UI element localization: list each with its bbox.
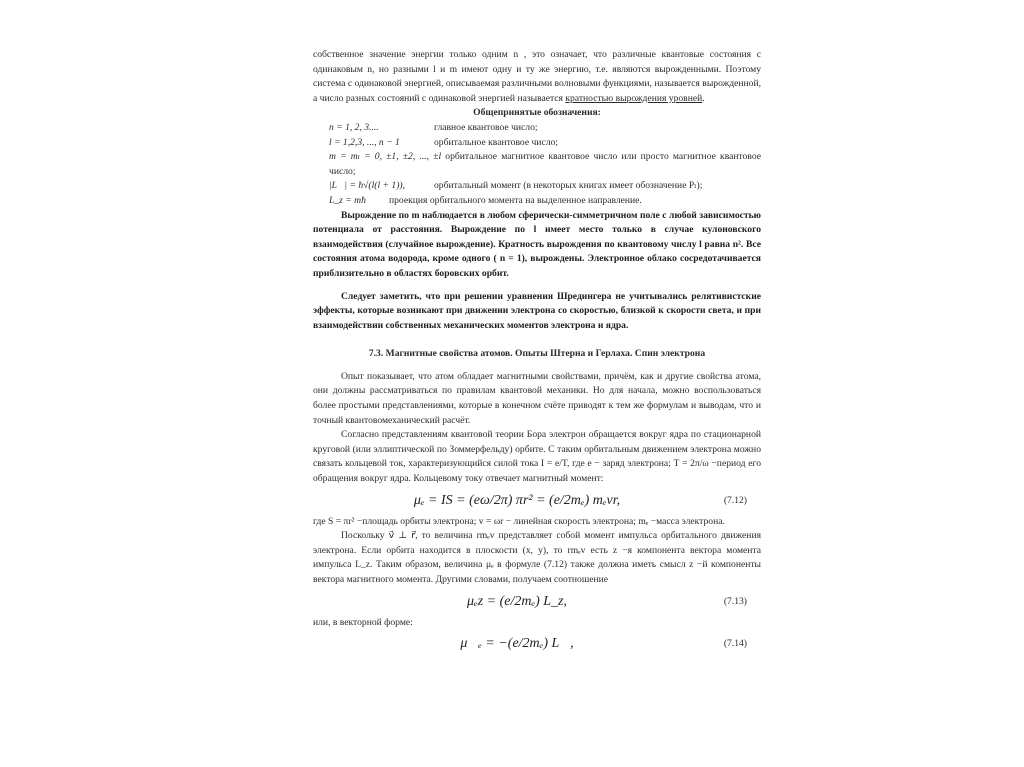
spacer — [313, 362, 761, 370]
equation-number: (7.13) — [723, 595, 747, 607]
equation-7-12 — [313, 489, 761, 513]
notation-text: орбитальное магнитное квантовое число или просто магнитное квантовое число; — [329, 151, 761, 177]
notation-symbol: L_z = mħ — [329, 194, 366, 206]
notation-symbol: l = 1,2,3, ..., n − 1 — [329, 136, 400, 148]
paragraph-end: . — [702, 92, 705, 104]
notation-symbol: |L⃗| = ħ√(l(l + 1)), — [329, 180, 405, 192]
equation-formula: μₑ = IS = (eω/2π) πr² = (e/2mₑ) mₑvr, — [413, 492, 621, 508]
notation-row — [313, 179, 761, 194]
equation-number: (7.14) — [723, 638, 747, 650]
paragraph-degeneracy — [313, 48, 761, 106]
equation-formula: μₑz = (e/2mₑ) L_z, — [466, 593, 568, 609]
equation-number: (7.12) — [723, 494, 747, 506]
notation-row — [313, 150, 761, 179]
notation-heading: Общепринятые обозначения: — [473, 107, 601, 119]
notation-text: орбитальный момент (в некоторых книгах имеет обозначение Pₗ); — [434, 180, 703, 192]
notation-symbol: n = 1, 2, 3.... — [329, 121, 379, 133]
notation-text: проекция орбитального момента на выделенное направление. — [389, 194, 642, 206]
notation-row — [313, 121, 761, 136]
equation-7-14 — [313, 632, 761, 656]
notation-text: главное квантовое число; — [434, 121, 538, 133]
notation-text: орбитальное квантовое число; — [434, 136, 558, 148]
notation-row — [313, 136, 761, 151]
spacer — [313, 333, 761, 347]
notation-row — [313, 194, 761, 209]
underlined-term: кратностью вырождения уровней — [565, 92, 703, 104]
paragraph-bohr-theory: Согласно представлениям квантовой теории Бора электрон обращается вокруг ядра по стационарной круговой (или эллиптической по Зоммерфельду) орбите. С таким орбитальным движением электрона можно связать кольцевой ток, характеризующийся силой тока I = e/T, где e − заряд электрона; T = 2π/ω −период его обращения вокруг ядра. Кольцевому току отвечает магнитный момент: — [313, 429, 761, 485]
bold-paragraph-relativistic: Следует заметить, что при решении уравнения Шредингера не учитывались релятивистские эффекты, которые возникают при движении электрона со скоростью, близкой к скорости света, и при взаимодействии собственных механических моментов электрона и ядра. — [313, 290, 761, 331]
document-page — [313, 48, 761, 658]
equation-7-13 — [313, 590, 761, 614]
bold-paragraph-degeneracy: Вырождение по m наблюдается в любом сферически-симметричном поле с любой зависимостью потенциала от расстояния. Вырождение по l имеет место только в случае кулоновского взаимодействия (случайное вырождение). Кратность вырождения по квантовому числу l равна n². Все состояния атома водорода, кроме одного ( n = 1), вырождены. Электронное облако сосредотачивается приблизительно в областях боровских орбит. — [313, 209, 761, 279]
paragraph-text: собственное значение энергии только одним n , это означает, что различные квантовые состояния с одинаковым n, но разными l и m имеют одну и ту же энергию, т.е. являются вырожденными. Поэтому система с одинаковой энергией, описываемая различными волновыми функциями, называется вырожденной, а число разных состояний с одинаковой энергией называется — [313, 49, 761, 104]
paragraph-vector-form: или, в векторной форме: — [313, 616, 413, 628]
paragraph-definitions: где S = πr² −площадь орбиты электрона; v = ωr − линейная скорость электрона; mₑ −масса электрона. — [313, 515, 725, 527]
notation-symbol: m = mₗ = 0, ±1, ±2, ..., ±l — [329, 151, 442, 163]
section-title: 7.3. Магнитные свойства атомов. Опыты Штерна и Герлаха. Спин электрона — [368, 348, 706, 360]
equation-formula: μ⃗ₑ = −(e/2mₑ) L⃗, — [460, 636, 574, 652]
paragraph-angular-momentum: Поскольку v⃗ ⊥ r⃗, то величина rmₑv представляет собой момент импульса орбитального движения электрона. Если орбита находится в плоскости (x, y), то rmₑv есть z −я компонента вектора момента импульса L_z. Таким образом, величина μₑ в формуле (7.12) также должна иметь смысл z −й компоненты вектора магнитного момента. Другими словами, получаем соотношение — [313, 530, 761, 585]
paragraph-magnetic-properties: Опыт показывает, что атом обладает магнитными свойствами, причём, как и другие свойства атома, они должны рассматриваться по правилам квантовой механики. Но для начала, можно воспользоваться более простыми представлениями, которые в конечном счёте приводят к тем же формулам и выводам, что и точный квантовомеханический расчёт. — [313, 370, 761, 426]
spacer — [313, 282, 761, 290]
